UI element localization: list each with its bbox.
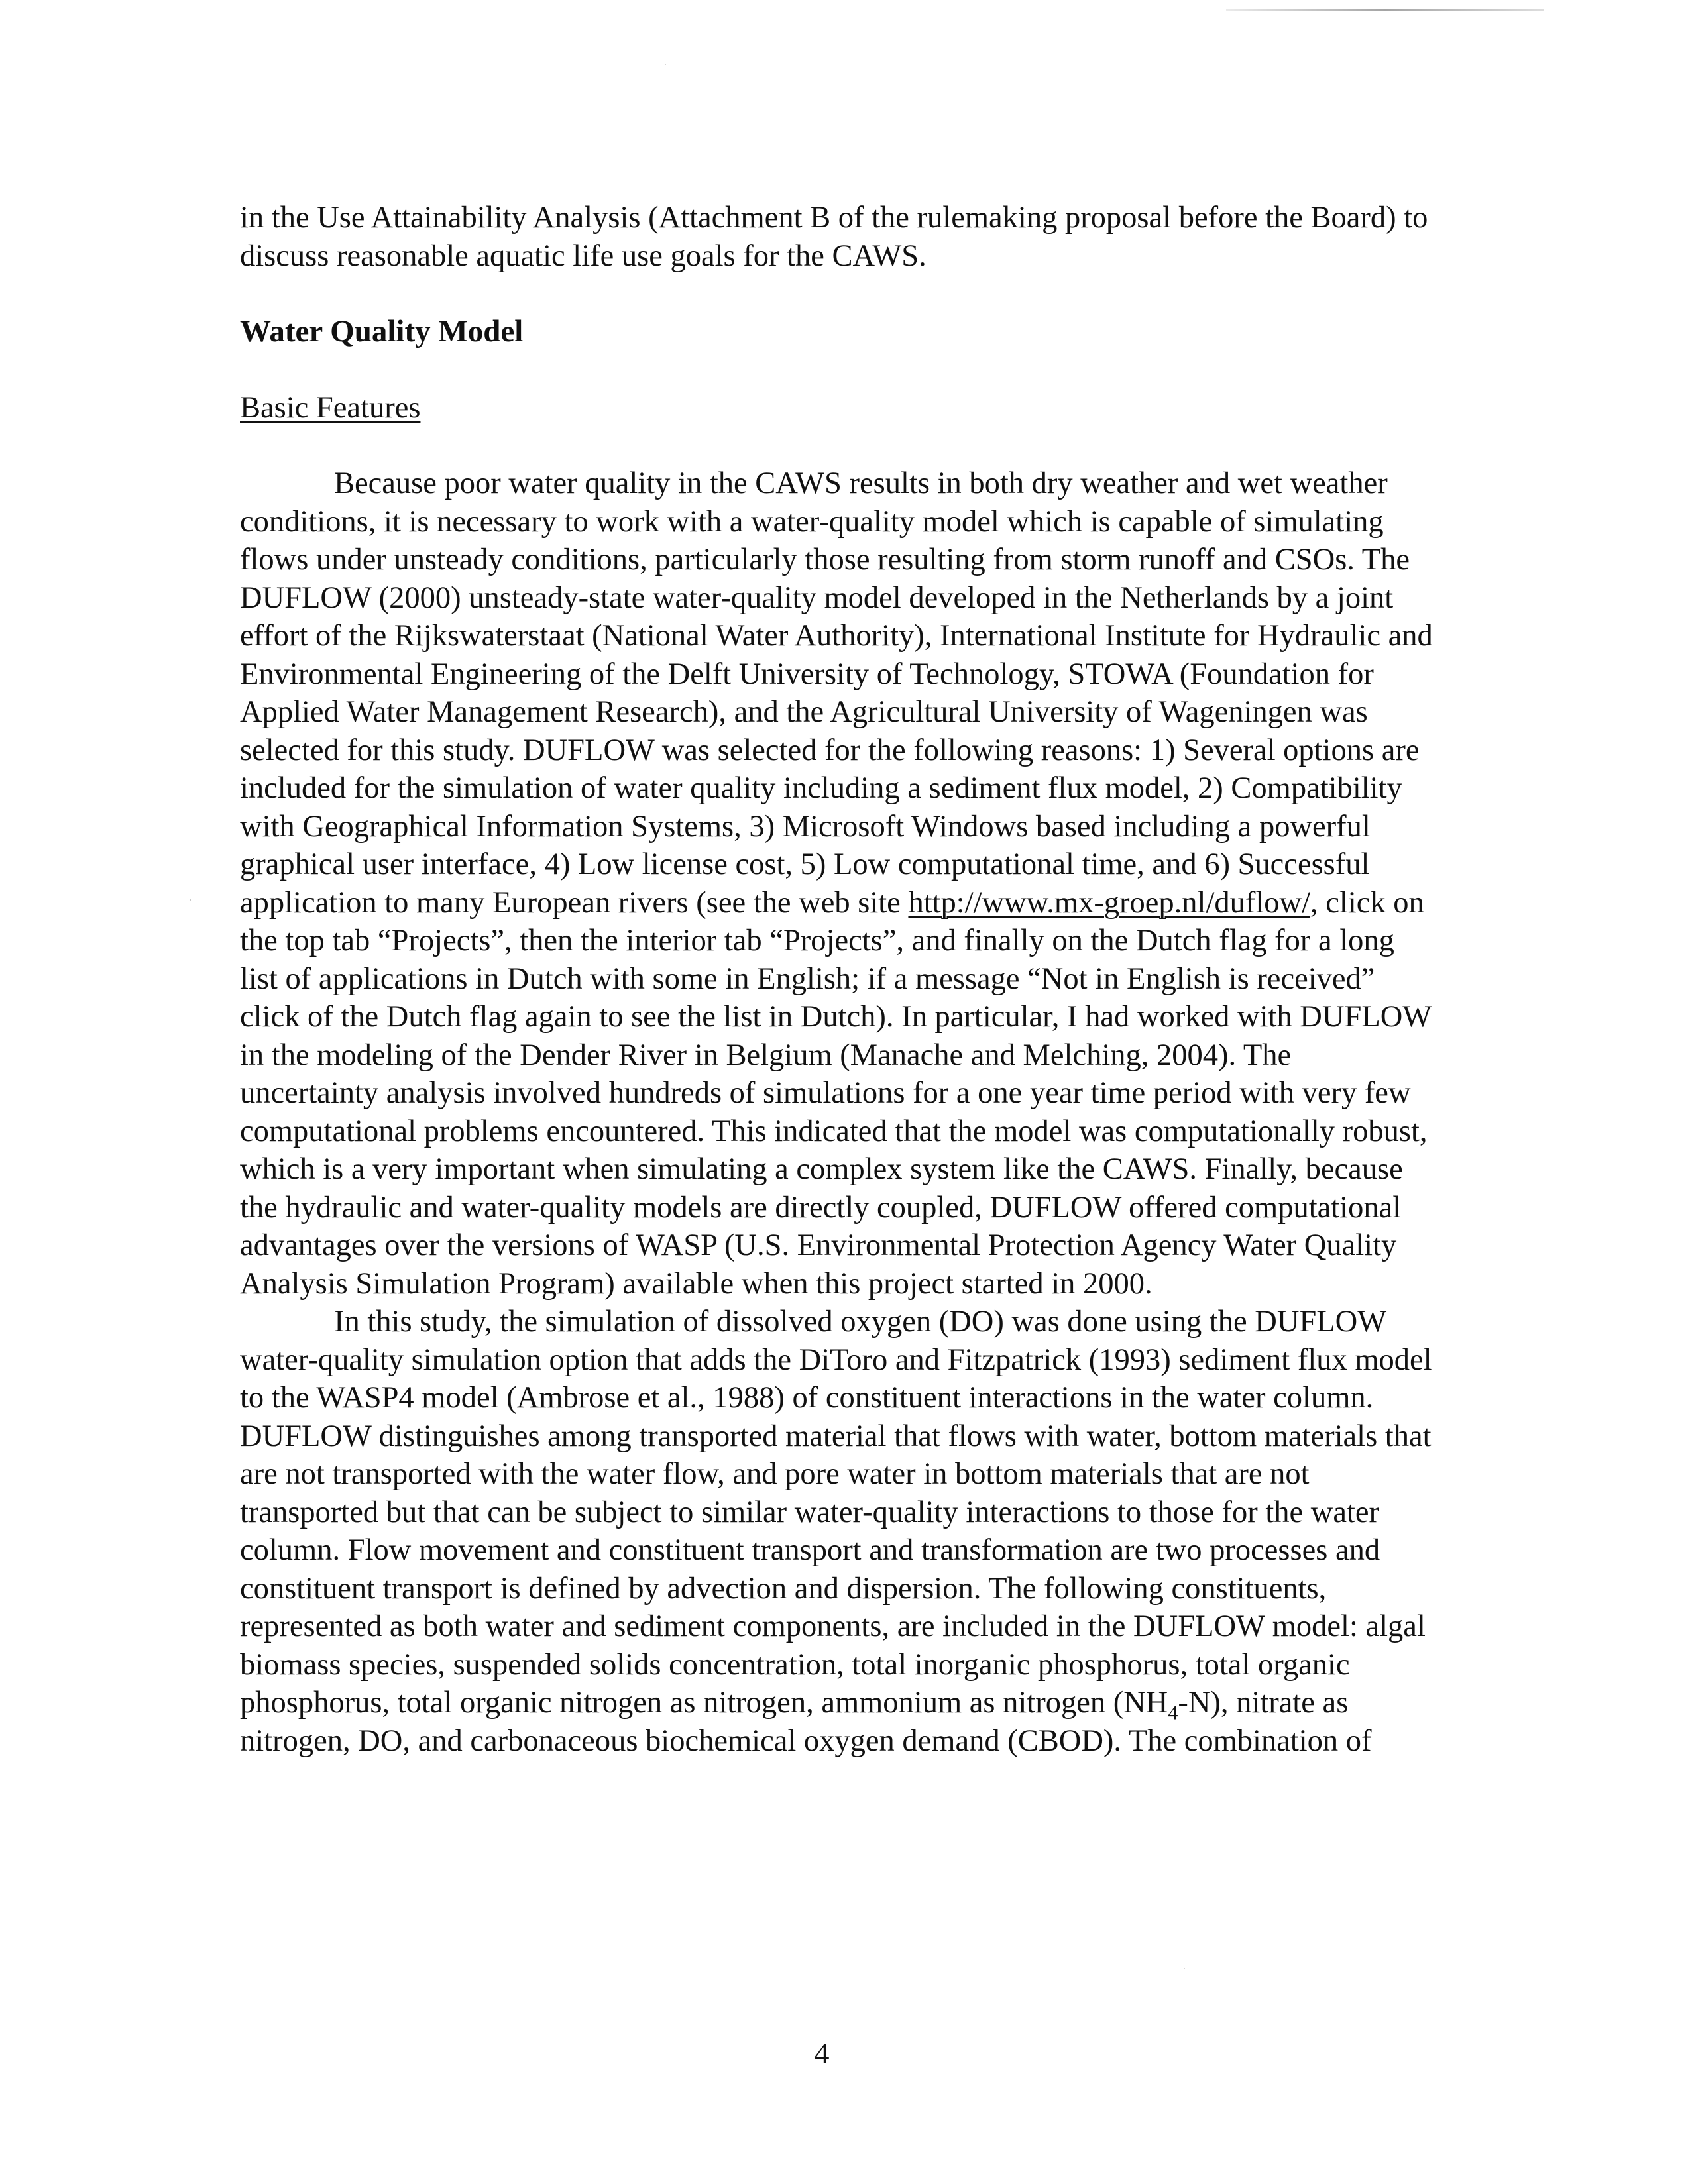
scan-speck — [190, 899, 191, 901]
body-paragraph-2 — [240, 1303, 1433, 1760]
intro-paragraph: in the Use Attainability Analysis (Attachment B of the rulemaking proposal before the Board) to discuss reasonable aquatic life use goals for the CAWS. — [240, 201, 1428, 273]
scan-artifact-line — [1226, 9, 1544, 11]
body-paragraph-1 — [240, 464, 1433, 1303]
section-heading: Water Quality Model — [240, 314, 524, 349]
duflow-website-link[interactable]: http://www.mx-groep.nl/duflow/ — [908, 885, 1311, 920]
page-number: 4 — [814, 2036, 830, 2070]
paragraph-1-text-end: , click on the top tab “Projects”, then the interior tab “Projects”, and finally on the Dutch flag for a long list of applications in Dutch with some in English; if a message “Not in English is received” click of the Dutch flag again to see the list in Dutch). In particular, I had worked with DUFLOW in the modeling of the Dender River in Belgium (Manache and Melching, 2004). The uncertainty analysis involved hundreds of simulations for a one year time period with very few computational problems encountered. This indicated that the model was computationally robust, which is a very important when simulating a complex system like the CAWS. Finally, because the hydraulic and water-quality models are directly coupled, DUFLOW offered computational advantages over the versions of WASP (U.S. Environmental Protection Agency Water Quality Analysis Simulation Program) available when this project started in 2000. — [240, 885, 1432, 1301]
nh4-subscript: 4 — [1168, 1702, 1178, 1724]
paragraph-2-text-end: -N), nitrate as nitrogen, DO, and carbonaceous biochemical oxygen demand (CBOD). The combination of — [240, 1686, 1372, 1758]
document-body — [240, 199, 1433, 1760]
subsection-heading: Basic Features — [240, 390, 421, 425]
paragraph-2-text-start: In this study, the simulation of dissolved oxygen (DO) was done using the DUFLOW water-quality simulation option that adds the DiToro and Fitzpatrick (1993) sediment flux model to the WASP4 model (Ambrose et al., 1988) of constituent interactions in the water column. DUFLOW distinguishes among transported material that flows with water, bottom materials that are not transported with the water flow, and pore water in bottom materials that are not transported but that can be subject to similar water-quality interactions to those for the water column. Flow movement and constituent transport and transformation are two processes and constituent transport is defined by advection and dispersion. The following constituents, represented as both water and sediment components, are included in the DUFLOW model: algal biomass species, suspended solids concentration, total inorganic phosphorus, total organic phosphorus, total organic nitrogen as nitrogen, ammonium as nitrogen (NH — [240, 1305, 1432, 1720]
paragraph-1-text-start: Because poor water quality in the CAWS results in both dry weather and wet weather conditions, it is necessary to work with a water-quality model which is capable of simulating flows under unsteady conditions, particularly those resulting from storm runoff and CSOs. The DUFLOW (2000) unsteady-state water-quality model developed in the Netherlands by a joint effort of the Rijkswaterstaat (National Water Authority), International Institute for Hydraulic and Environmental Engineering of the Delft University of Technology, STOWA (Foundation for Applied Water Management Research), and the Agricultural University of Wageningen was selected for this study. DUFLOW was selected for the following reasons: 1) Several options are included for the simulation of water quality including a sediment flux model, 2) Compatibility with Geographical Information Systems, 3) Microsoft Windows based including a powerful graphical user interface, 4) Low license cost, 5) Low computational time, and 6) Successful application to many European rivers (see the web site — [240, 466, 1433, 920]
scan-speck — [665, 64, 666, 65]
scan-speck — [1184, 1968, 1185, 1969]
